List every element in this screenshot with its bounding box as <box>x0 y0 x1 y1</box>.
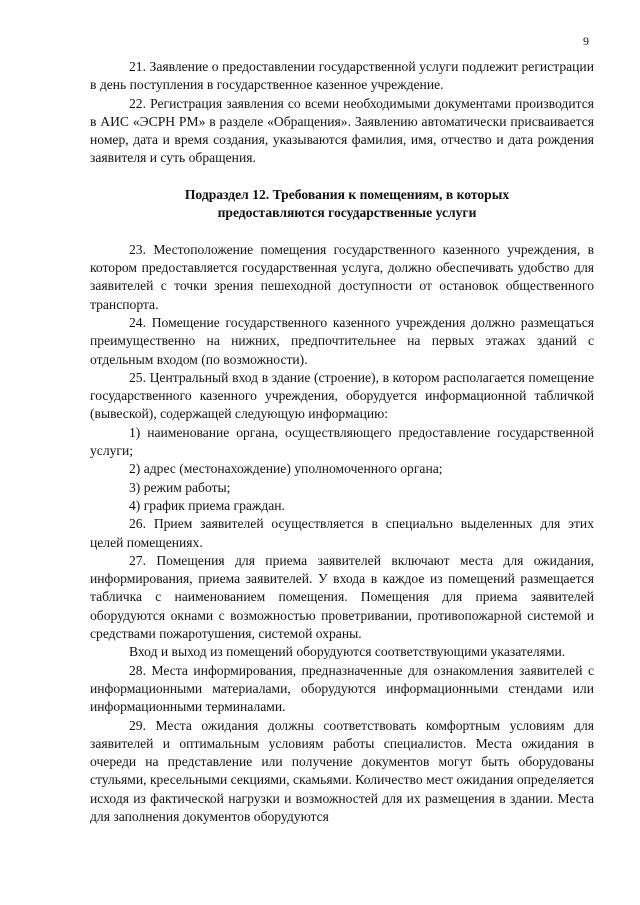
document-body <box>90 58 594 826</box>
list-item-4: 4) график приема граждан. <box>129 497 285 513</box>
list-item-2: 2) адрес (местонахождение) уполномоченного органа; <box>129 461 443 477</box>
section-heading-line-2: предоставляются государственные услуги <box>217 204 477 220</box>
paragraph-29: 29. Места ожидания должны соответствовать комфортным условиям для заявителей и оптимальным условиям работы специалистов. Места ожидания в очереди на представление или получение документов могут быть оборудованы стульями, кресельными секциями, скамьями. Количество мест ожидания определяется исходя из фактической нагрузки и возможностей для их размещения в здании. Места для заполнения документов оборудуются <box>90 717 594 824</box>
paragraph-27: 27. Помещения для приема заявителей включают места для ожидания, информирования, приема заявителей. У входа в каждое из помещений размещается табличка с наименованием помещения. Помещения для приема заявителей оборудуются окнами с возможностью проветривании, противопожарной системой и средствами пожаротушения, системой охраны. <box>90 552 594 642</box>
paragraph-25: 25. Центральный вход в здание (строение), в котором располагается помещение государственного казенного учреждения, оборудуется информационной табличкой (вывеской), содержащей следующую информацию: <box>90 369 594 422</box>
paragraph-26: 26. Прием заявителей осуществляется в специально выделенных для этих целей помещениях. <box>90 516 594 550</box>
paragraph-21: 21. Заявление о предоставлении государственной услуги подлежит регистрации в день поступления в государственное казенное учреждение. <box>90 59 594 93</box>
paragraph-27-entry-exit: Вход и выход из помещений оборудуются соответствующими указателями. <box>129 644 566 660</box>
paragraph-28: 28. Места информирования, предназначенные для ознакомления заявителей с информационными материалами, оборудуются информационными стендами или информационными терминалами. <box>90 662 594 715</box>
section-heading-line-1: Подраздел 12. Требования к помещениям, в которых <box>184 186 510 202</box>
page-number: 9 <box>583 34 589 48</box>
paragraph-23: 23. Местоположение помещения государственного казенного учреждения, в котором предоставляется государственная услуга, должно обеспечивать удобство для заявителей с точки зрения пешеходной доступности от остановок общественного транспорта. <box>90 241 594 312</box>
list-item-3: 3) режим работы; <box>129 479 231 495</box>
paragraph-22: 22. Регистрация заявления со всеми необходимыми документами производится в АИС «ЭСРН РМ» в разделе «Обращения». Заявлению автоматически присваивается номер, дата и время создания, указываются фамилия, имя, отчество и дата рождения заявителя и суть обращения. <box>90 95 594 166</box>
paragraph-24: 24. Помещение государственного казенного учреждения должно размещаться преимущественно на нижних, предпочтительнее на первых этажах зданий с отдельным входом (по возможности). <box>90 314 594 367</box>
section-heading <box>90 186 594 222</box>
list-item-1: 1) наименование органа, осуществляющего предоставление государственной услуги; <box>90 424 594 459</box>
